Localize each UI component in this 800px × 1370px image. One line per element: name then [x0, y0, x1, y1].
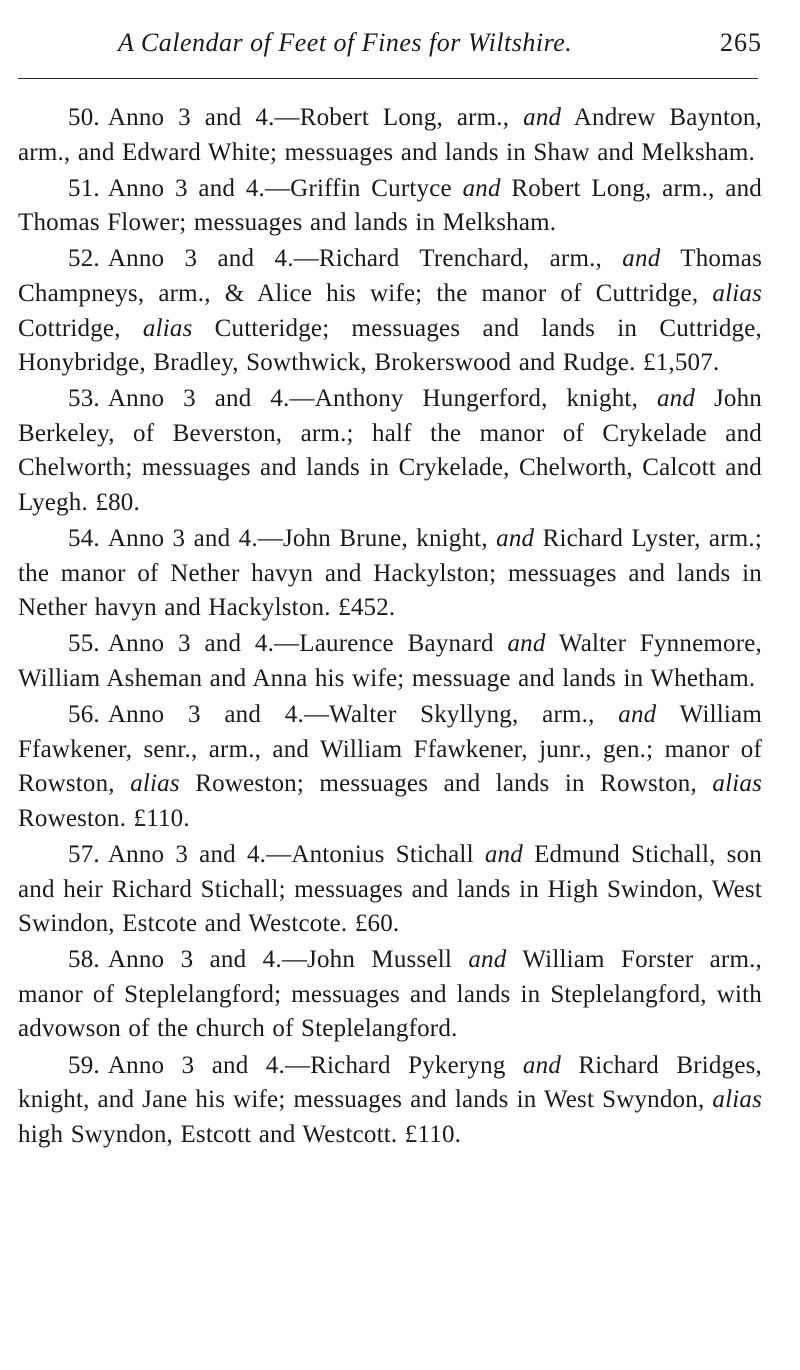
fine-entry: [18, 627, 762, 696]
document-page: [18, 28, 762, 1154]
entry-text: Anno 3 and 4.—Walter Skyllyng, arm.,: [107, 701, 619, 729]
entry-number: 50.: [68, 104, 100, 131]
header-rule: [18, 78, 758, 79]
entry-italic-text: and: [507, 630, 546, 658]
entry-text: William Forster arm., manor of Steplelangford; messuages and lands in Steplelangford, with advowson of the church of Steplelangford.: [18, 946, 762, 1043]
fine-entry: [18, 1049, 762, 1153]
entry-text: Anno 3 and 4.—John Brune, knight,: [107, 525, 497, 553]
entry-italic-text: and: [522, 1051, 562, 1079]
entry-text: John Berkeley, of Beverston, arm.; half the manor of Crykelade and Chelworth; messuages and lands in Crykelade, Chelworth, Calcott and Lyegh. £80.: [18, 385, 762, 517]
entry-text: Anno 3 and 4.—Anthony Hungerford, knight,: [107, 385, 657, 413]
entry-text: Anno 3 and 4.—John Mussell: [107, 946, 469, 974]
running-title: A Calendar of Feet of Fines for Wiltshire.: [118, 28, 573, 57]
entry-italic-text: and: [462, 174, 501, 202]
fine-entry: [18, 943, 762, 1047]
entry-italic-text: alias: [142, 314, 193, 342]
entry-text: Roweston. £110.: [18, 804, 190, 832]
entry-number: 55.: [68, 630, 100, 658]
entry-italic-text: and: [523, 104, 562, 131]
entry-italic-text: alias: [712, 1086, 762, 1114]
fine-entry: [18, 522, 762, 626]
entry-text: William Ffawkener, senr., arm., and William Ffawkener, junr., gen.; manor of Rowston,: [18, 701, 762, 798]
entry-text: Cottridge,: [18, 314, 143, 342]
entry-text: Richard Bridges, knight, and Jane his wife; messuages and lands in West Swyndon,: [18, 1051, 762, 1114]
entry-italic-text: and: [618, 701, 657, 729]
entry-text: Anno 3 and 4.—Antonius Stichall: [107, 840, 485, 868]
entry-number: 52.: [68, 245, 100, 273]
entry-italic-text: and: [468, 946, 507, 974]
entry-italic-text: alias: [130, 770, 180, 798]
entry-number: 53.: [68, 385, 100, 413]
entry-text: Anno 3 and 4.—Robert Long, arm.,: [107, 104, 524, 131]
entry-number: 57.: [68, 840, 100, 868]
entry-text: Roweston; messuages and lands in Rowston,: [179, 770, 713, 798]
entry-italic-text: and: [622, 245, 661, 273]
entry-text: Anno 3 and 4.—Griffin Curtyce: [107, 174, 463, 202]
fines-entries: [18, 101, 762, 1152]
entry-text: Cutteridge; messuages and lands in Cuttridge, Honybridge, Bradley, Sowthwick, Brokerswood and Rudge. £1,507.: [18, 314, 762, 377]
entry-text: Robert Long, arm., and Thomas Flower; messuages and lands in Melksham.: [18, 174, 762, 237]
entry-text: high Swyndon, Estcott and Westcott. £110.: [18, 1120, 462, 1148]
entry-number: 58.: [68, 946, 100, 974]
entry-number: 59.: [68, 1051, 100, 1079]
entry-text: Anno 3 and 4.—Richard Trenchard, arm.,: [107, 245, 623, 273]
entry-text: Richard Lyster, arm.; the manor of Nether havyn and Hackylston; messuages and lands in Nether havyn and Hackylston. £452.: [18, 525, 762, 622]
fine-entry: [18, 698, 762, 836]
entry-number: 54.: [68, 525, 100, 553]
fine-entry: [18, 382, 762, 520]
entry-text: Walter Fynnemore, William Asheman and Anna his wife; messuage and lands in Whetham.: [18, 630, 762, 692]
fine-entry: [18, 101, 762, 170]
fine-entry: [18, 172, 762, 241]
entry-italic-text: and: [496, 525, 535, 553]
entry-text: Andrew Baynton, arm., and Edward White; messuages and lands in Shaw and Melksham.: [18, 104, 762, 166]
entry-text: Edmund Stichall, son and heir Richard Stichall; messuages and lands in High Swindon, West Swindon, Estcote and Westcote. £60.: [18, 840, 762, 938]
entry-italic-text: alias: [712, 770, 762, 798]
fine-entry: [18, 242, 762, 380]
entry-number: 56.: [68, 701, 100, 729]
page-number: 265: [720, 28, 762, 57]
entry-italic-text: and: [484, 840, 523, 868]
running-head: [18, 28, 762, 68]
entry-italic-text: and: [656, 385, 696, 413]
fine-entry: [18, 838, 762, 942]
entry-text: Thomas Champneys, arm., & Alice his wife; the manor of Cuttridge,: [18, 245, 762, 307]
entry-text: Anno 3 and 4.—Laurence Baynard: [107, 630, 508, 658]
entry-text: Anno 3 and 4.—Richard Pykeryng: [107, 1051, 523, 1079]
entry-number: 51.: [68, 174, 100, 202]
entry-italic-text: alias: [712, 279, 762, 307]
